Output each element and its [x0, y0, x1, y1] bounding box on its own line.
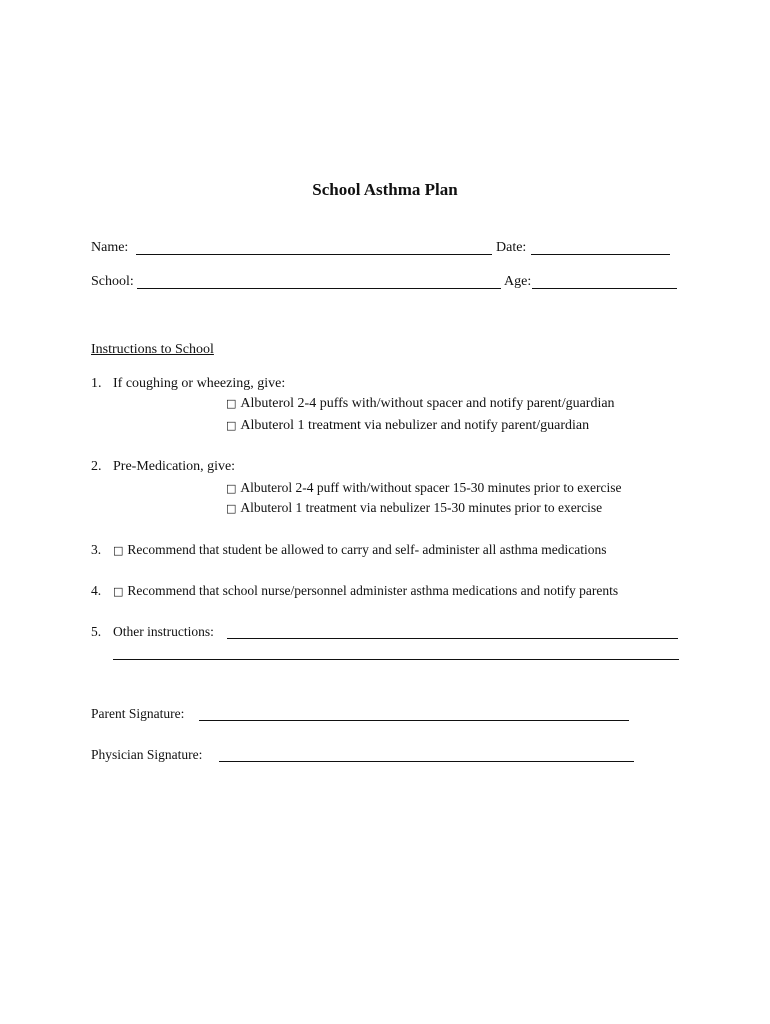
checkbox-icon[interactable]: □	[226, 419, 237, 432]
instructions-heading: Instructions to School	[91, 342, 214, 357]
physician-signature-label: Physician Signature:	[91, 747, 203, 762]
age-field[interactable]	[532, 288, 677, 289]
name-field[interactable]	[136, 254, 492, 255]
item-5-number: 5.	[91, 624, 102, 639]
parent-signature-field[interactable]	[199, 720, 629, 721]
physician-signature-field[interactable]	[219, 761, 634, 762]
item-2-number: 2.	[91, 459, 102, 474]
item-1-text: If coughing or wheezing, give:	[113, 376, 286, 391]
page-title: School Asthma Plan	[312, 180, 458, 199]
other-instructions-field-2[interactable]	[113, 659, 679, 660]
item-4-number: 4.	[91, 583, 102, 598]
item-1-option-2	[226, 418, 589, 434]
item-4-text: Recommend that school nurse/personnel administer asthma medications and notify parents	[127, 583, 619, 598]
other-instructions-field-1[interactable]	[227, 638, 678, 639]
item-2-option-1-text: Albuterol 2-4 puff with/without spacer 15-30 minutes prior to exercise	[240, 480, 622, 495]
item-1-option-1	[226, 396, 615, 412]
item-1-option-2-text: Albuterol 1 treatment via nebulizer and notify parent/guardian	[240, 418, 590, 433]
item-2-text: Pre-Medication, give:	[113, 459, 236, 474]
item-2-option-1	[226, 480, 621, 496]
date-label: Date:	[496, 240, 527, 255]
item-3	[113, 542, 607, 558]
item-1-number: 1.	[91, 376, 102, 391]
item-2-option-2	[226, 500, 602, 516]
parent-signature-label: Parent Signature:	[91, 706, 185, 721]
checkbox-icon[interactable]: □	[226, 502, 237, 515]
item-1-option-1-text: Albuterol 2-4 puffs with/without spacer and notify parent/guardian	[240, 396, 615, 411]
checkbox-icon[interactable]: □	[113, 585, 124, 598]
checkbox-icon[interactable]: □	[113, 544, 124, 557]
school-label: School:	[91, 274, 134, 289]
item-2-option-2-text: Albuterol 1 treatment via nebulizer 15-30 minutes prior to exercise	[240, 500, 603, 515]
age-label: Age:	[504, 274, 532, 289]
item-3-text: Recommend that student be allowed to carry and self- administer all asthma medications	[127, 542, 607, 557]
checkbox-icon[interactable]: □	[226, 397, 237, 410]
item-3-number: 3.	[91, 542, 102, 557]
checkbox-icon[interactable]: □	[226, 482, 237, 495]
item-5-text: Other instructions:	[113, 624, 214, 639]
name-label: Name:	[91, 240, 129, 255]
school-field[interactable]	[137, 288, 501, 289]
item-4	[113, 583, 618, 599]
date-field[interactable]	[531, 254, 670, 255]
